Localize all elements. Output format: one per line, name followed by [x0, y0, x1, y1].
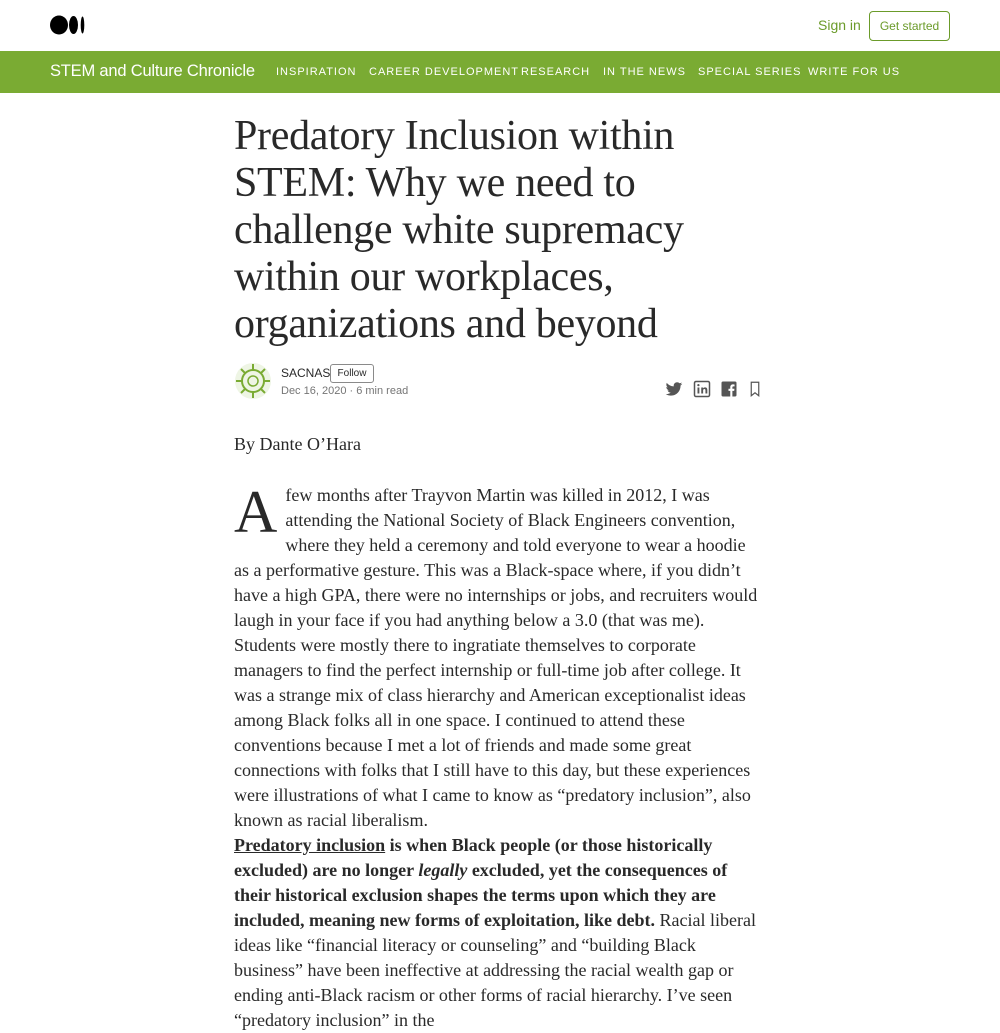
medium-logo-icon[interactable] — [50, 15, 86, 35]
paragraph-1 — [234, 479, 764, 833]
facebook-icon[interactable] — [720, 380, 738, 398]
paragraph-2-italic: legally — [418, 860, 468, 880]
linkedin-icon[interactable] — [693, 380, 711, 398]
get-started-button[interactable]: Get started — [869, 11, 950, 41]
twitter-icon[interactable] — [665, 380, 683, 398]
bookmark-icon[interactable] — [746, 380, 764, 398]
byline: By Dante O’Hara — [234, 434, 361, 454]
nav-career-development[interactable]: CAREER DEVELOPMENT — [369, 66, 520, 78]
publication-name[interactable]: STEM and Culture Chronicle — [50, 62, 255, 80]
author-avatar[interactable] — [234, 362, 272, 400]
top-bar — [0, 0, 1000, 51]
predatory-inclusion-link[interactable]: Predatory inclusion — [234, 835, 386, 855]
paragraph-1-text: few months after Trayvon Martin was killed in 2012, I was attending the National Society of Black Engineers convention, where they held a ceremony and told everyone to wear a hoodie as a performative gesture. This was a Black-space where, if you didn’t have a high GPA, there were no internships or jobs, and recruiters would laugh in your face if you had anything below a 3.0 (that was me). Students were mostly there to ingratiate themselves to corporate managers to find the perfect internship or full-time job after college. It was a strange mix of class hierarchy and American exceptionalist ideas among Black folks all in one space. I continued to attend these conventions because I met a lot of friends and made some great connections with folks that I still have to this day, but these experiences were illustrations of what I came to know as “predatory inclusion”, also known as racial liberalism. — [234, 485, 758, 830]
sign-in-link[interactable]: Sign in — [818, 17, 861, 33]
nav-in-the-news[interactable]: IN THE NEWS — [603, 66, 686, 78]
paragraph-2-bold-1: is when Black people (or those historically excluded) are no longer — [234, 835, 713, 880]
paragraph-2 — [234, 833, 764, 1033]
article-title: Predatory Inclusion within STEM: Why we need to challenge white supremacy within our workplaces, organizations and beyond — [234, 113, 684, 347]
article-meta: Dec 16, 2020 · 6 min read — [281, 385, 409, 397]
nav-special-series[interactable]: SPECIAL SERIES — [698, 66, 802, 78]
paragraph-2-text: Racial liberal ideas like “financial literacy or counseling” and “building Black business” have been ineffective at addressing the racial wealth gap or ending anti-Black racism or other forms of racial hierarchy. I’ve seen “predatory inclusion” in the — [234, 910, 756, 1030]
nav-research[interactable]: RESEARCH — [521, 66, 591, 78]
nav-write-for-us[interactable]: WRITE FOR US — [808, 66, 901, 78]
author-name[interactable]: SACNAS — [281, 366, 331, 380]
drop-cap: A — [234, 479, 278, 545]
paragraph-2-bold-2: excluded, yet the consequences of their historical exclusion shapes the terms upon which they are included, meaning new forms of exploitation, like debt. — [234, 860, 728, 930]
follow-button[interactable]: Follow — [330, 364, 374, 383]
nav-inspiration[interactable]: INSPIRATION — [276, 66, 357, 78]
